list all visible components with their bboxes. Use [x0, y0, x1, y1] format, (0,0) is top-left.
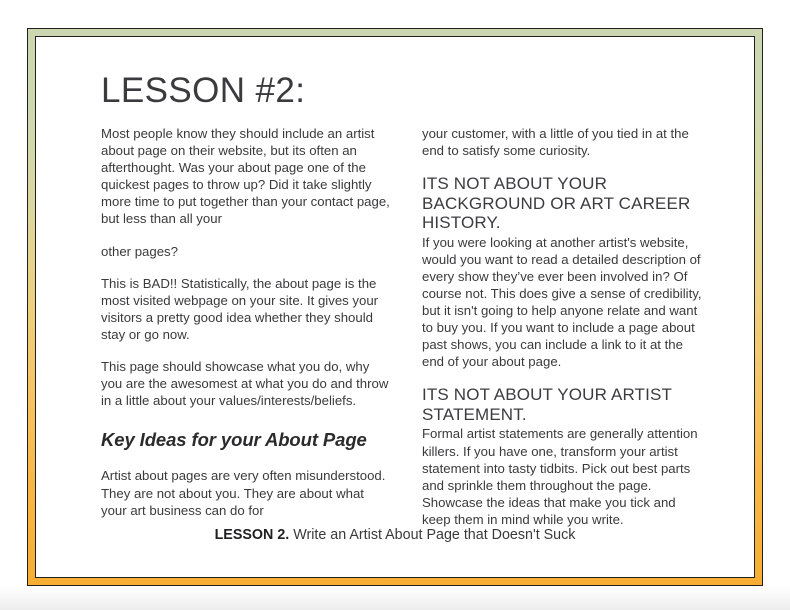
paragraph: other pages? — [101, 243, 178, 259]
page-footer — [36, 527, 754, 543]
page-sheet — [35, 36, 755, 578]
section-heading: ITS NOT ABOUT YOUR BACKGROUND OR ART CAREER HISTORY. — [422, 174, 691, 233]
section-heading: ITS NOT ABOUT YOUR ARTIST STATEMENT. — [422, 385, 672, 424]
decorative-page-border — [27, 28, 763, 586]
section-subheading: Key Ideas for your About Page — [101, 429, 367, 451]
document-content — [36, 37, 754, 577]
left-column — [101, 125, 391, 519]
page-title: LESSON #2: — [101, 71, 306, 110]
paragraph: Most people know they should include an artist about page on their website, but its often an afterthought. Was your about page one of the quickest pages to throw up? Did it take slightly more time to put together than your contact page, but less than all your — [101, 126, 390, 227]
paragraph-continuation: your customer, with a little of you tied in at the end to satisfy some curiosity. — [422, 126, 689, 159]
footer-lesson-label: LESSON 2. — [214, 527, 290, 543]
paragraph: This is BAD!! Statistically, the about page is the most visited webpage on your site. It gives your visitors a pretty good idea whether they should stay or go now. — [101, 275, 379, 342]
paragraph: Artist about pages are very often misunderstood. They are not about you. They are about what your art business can do for — [101, 468, 386, 518]
paragraph: Formal artist statements are generally attention killers. If you have one, transform your artist statement into tasty tidbits. Pick out best parts and sprinkle them throughout the page. Showcase the ideas that make you tick and keep them in mind while you write. — [422, 426, 698, 527]
paragraph: This page should showcase what you do, why you are the awesomest at what you do and throw in a little about your values/interests/beliefs. — [101, 359, 389, 409]
paragraph: If you were looking at another artist's website, would you want to read a detailed description of every show they’ve ever been involved in? Of course not. This does give a sense of credibility, but it isn't going to help anyone relate and want to buy you. If you want to include a page about past shows, you can include a link to it at the end of your about page. — [422, 234, 702, 370]
footer-lesson-subtitle: Write an Artist About Page that Doesn't Suck — [289, 527, 576, 543]
right-column — [422, 125, 707, 528]
